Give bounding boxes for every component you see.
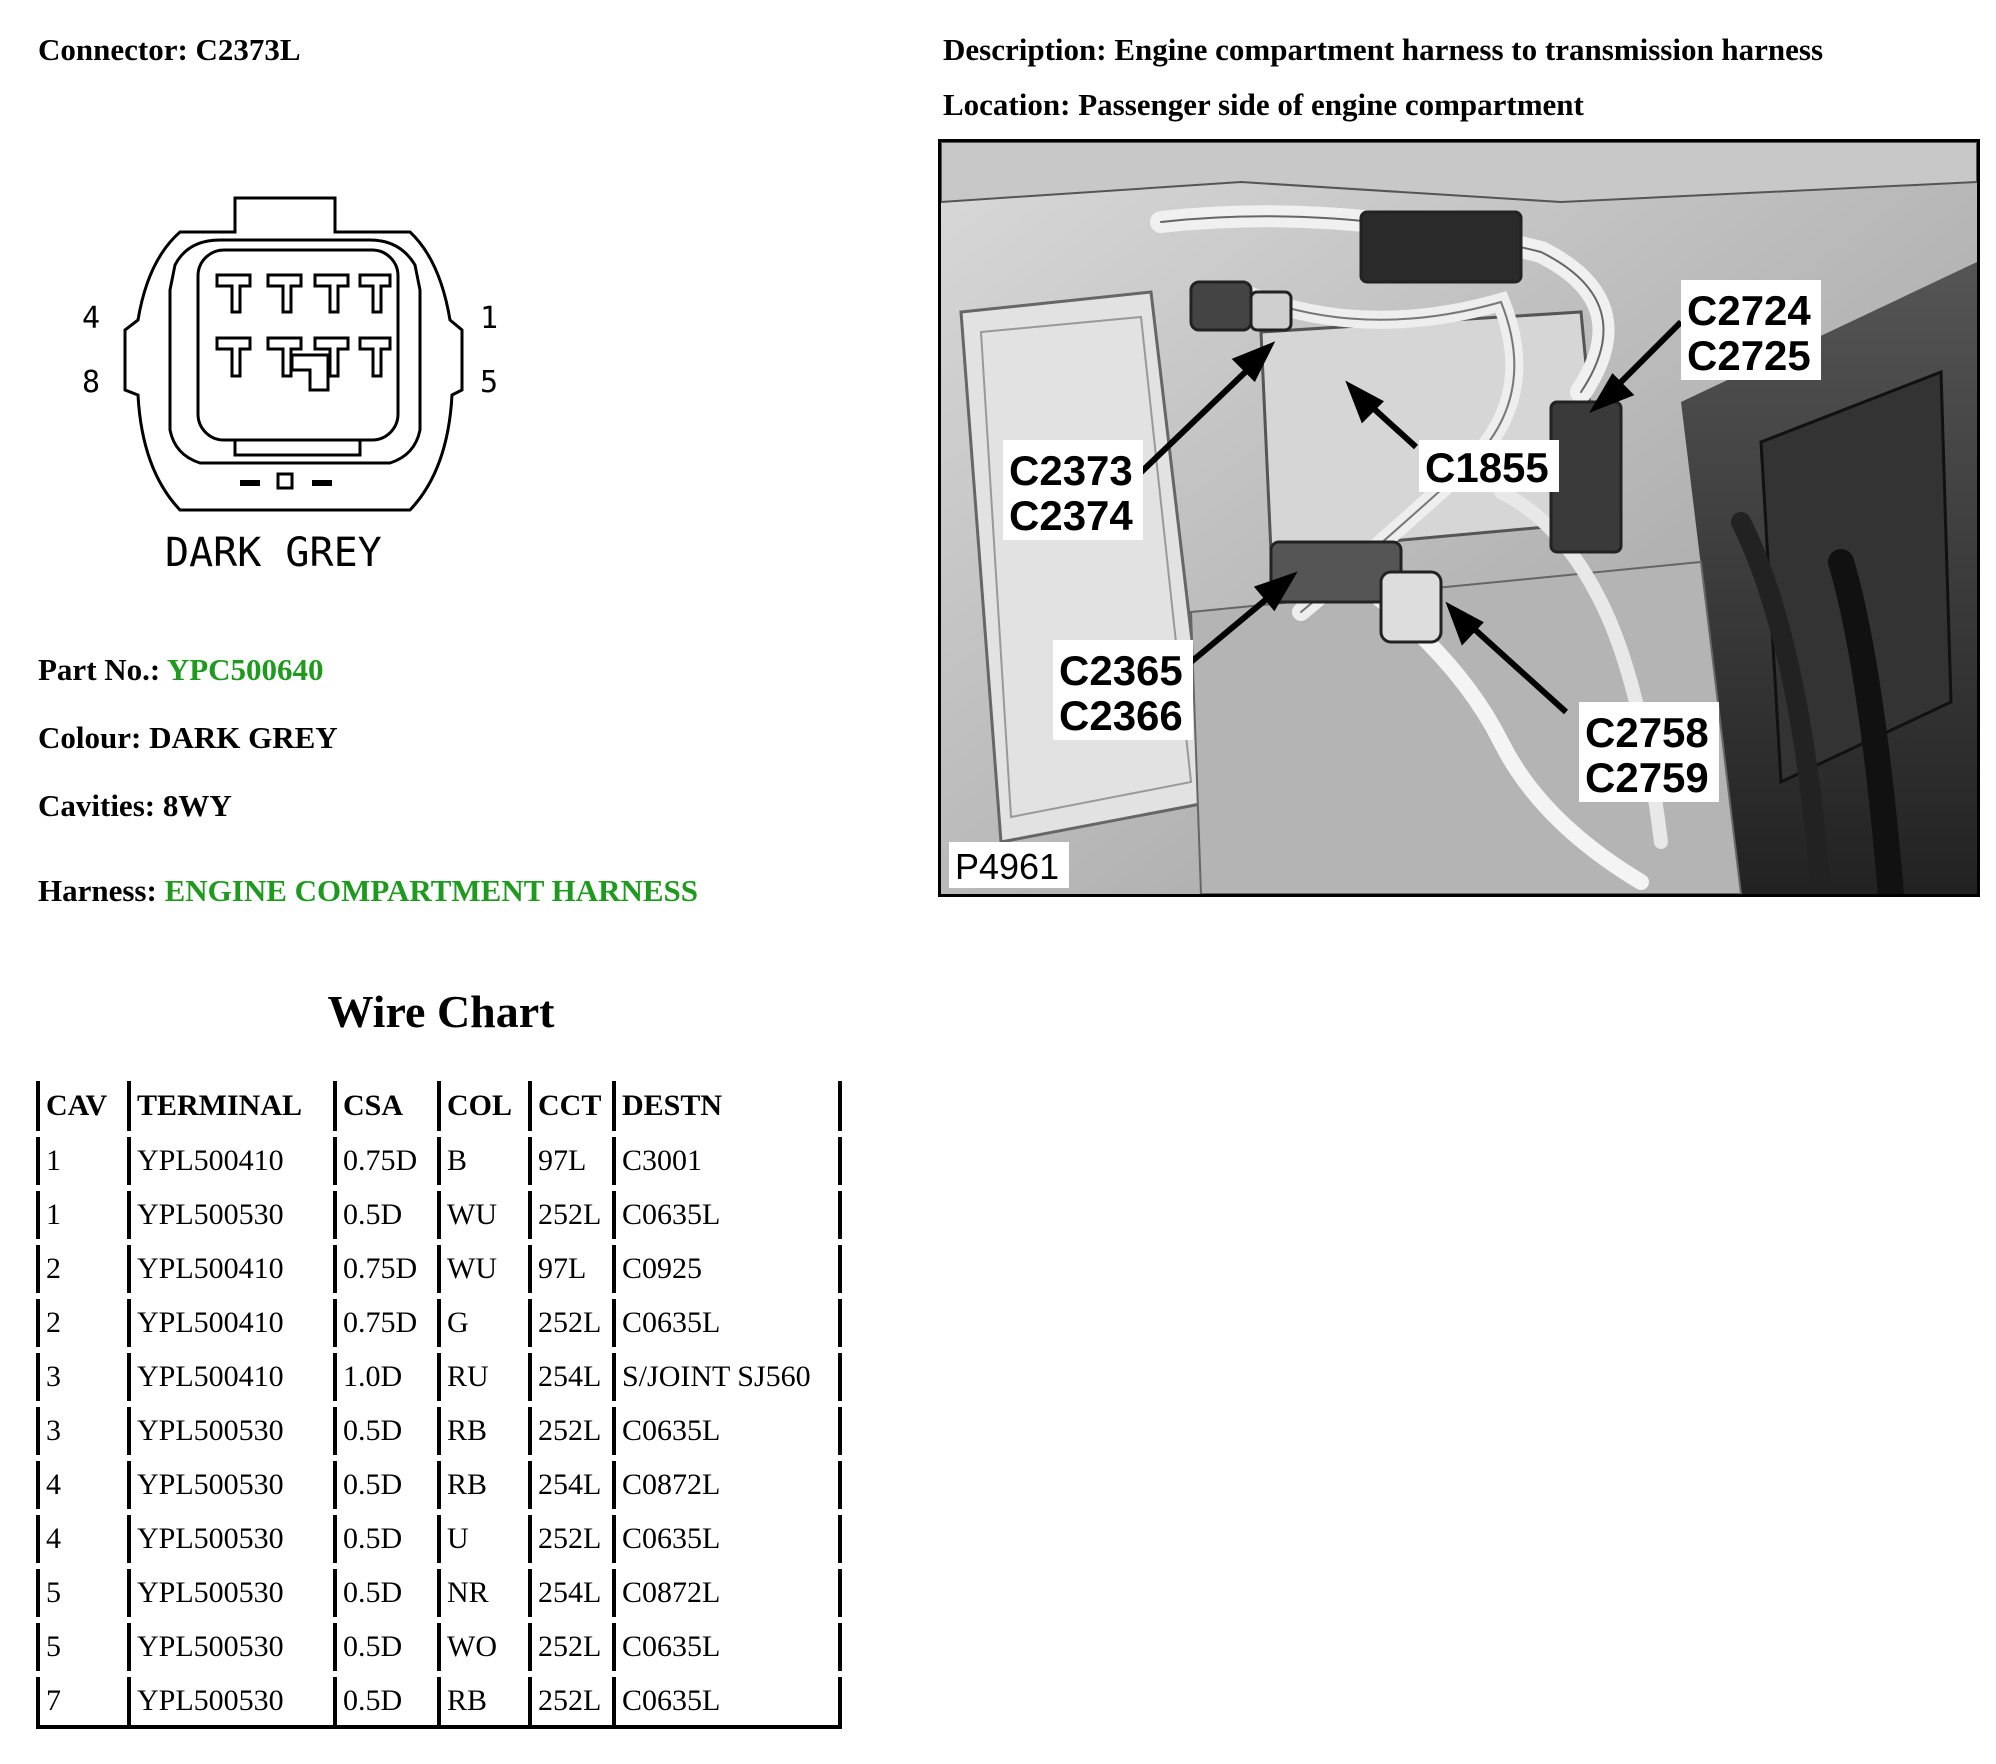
cavities-field [38, 788, 232, 824]
cell-terminal: YPL500530 [129, 1674, 335, 1727]
cell-col: RB [439, 1458, 530, 1512]
cell-csa: 0.75D [335, 1134, 439, 1188]
table-row [38, 1566, 840, 1620]
part-no-label: Part No.: [38, 652, 161, 687]
cell-cct: 97L [530, 1134, 614, 1188]
cell-destn: C0925 [614, 1242, 840, 1296]
cell-col: B [439, 1134, 530, 1188]
cell-csa: 0.5D [335, 1458, 439, 1512]
cell-col: G [439, 1296, 530, 1350]
cell-cav: 5 [38, 1566, 129, 1620]
header-csa: CSA [335, 1078, 439, 1134]
cell-csa: 0.75D [335, 1242, 439, 1296]
cell-cav: 3 [38, 1404, 129, 1458]
diagram-colour-label: DARK GREY [165, 530, 382, 576]
cell-destn: C0872L [614, 1458, 840, 1512]
cell-terminal: YPL500530 [129, 1188, 335, 1242]
cell-col: U [439, 1512, 530, 1566]
cell-cav: 1 [38, 1188, 129, 1242]
pin-label-5: 5 [480, 365, 499, 400]
harness-field [38, 873, 698, 909]
part-no-field [38, 652, 324, 688]
cell-terminal: YPL500410 [129, 1350, 335, 1404]
cell-cav: 2 [38, 1242, 129, 1296]
table-row [38, 1404, 840, 1458]
table-row [38, 1350, 840, 1404]
cell-cct: 97L [530, 1242, 614, 1296]
callout-c2758: C2758 [1585, 709, 1709, 756]
table-row [38, 1188, 840, 1242]
cell-col: WU [439, 1188, 530, 1242]
cell-cav: 2 [38, 1296, 129, 1350]
cell-csa: 0.5D [335, 1674, 439, 1727]
cell-terminal: YPL500410 [129, 1134, 335, 1188]
cell-csa: 0.5D [335, 1512, 439, 1566]
callout-c1855: C1855 [1425, 444, 1549, 491]
cell-cav: 3 [38, 1350, 129, 1404]
connector-face-diagram [70, 180, 530, 590]
cell-col: NR [439, 1566, 530, 1620]
cell-terminal: YPL500530 [129, 1404, 335, 1458]
photo-illustration [941, 142, 1977, 894]
part-no-value: YPC500640 [166, 652, 324, 687]
callout-c2373: C2373 [1009, 447, 1133, 494]
table-row [38, 1674, 840, 1727]
pin-label-8: 8 [82, 365, 101, 400]
connector-field [38, 32, 301, 68]
wire-chart-title: Wire Chart [327, 986, 555, 1037]
cell-cct: 252L [530, 1620, 614, 1674]
cell-col: RU [439, 1350, 530, 1404]
description-value: Engine compartment harness to transmission harness [1114, 32, 1824, 67]
location-label: Location: [943, 87, 1071, 122]
cell-terminal: YPL500530 [129, 1566, 335, 1620]
description-field [943, 32, 1823, 68]
engine-compartment-photo [938, 139, 1980, 897]
cell-destn: C0635L [614, 1404, 840, 1458]
cell-cct: 252L [530, 1296, 614, 1350]
cell-csa: 0.5D [335, 1620, 439, 1674]
colour-label: Colour: [38, 720, 142, 755]
colour-value: DARK GREY [149, 720, 338, 755]
callout-c2759: C2759 [1585, 754, 1709, 801]
cell-terminal: YPL500410 [129, 1296, 335, 1350]
header-col: COL [439, 1078, 530, 1134]
cell-cav: 4 [38, 1458, 129, 1512]
harness-label: Harness: [38, 873, 157, 908]
wire-chart-table [36, 1075, 842, 1729]
connector-value: C2373L [195, 32, 301, 67]
cell-cct: 252L [530, 1404, 614, 1458]
table-row [38, 1242, 840, 1296]
callout-c2724: C2724 [1687, 287, 1811, 334]
cell-cav: 7 [38, 1674, 129, 1727]
header-terminal: TERMINAL [129, 1078, 335, 1134]
cell-destn: C0635L [614, 1674, 840, 1727]
cell-destn: C0635L [614, 1512, 840, 1566]
cell-cav: 4 [38, 1512, 129, 1566]
harness-value: ENGINE COMPARTMENT HARNESS [164, 873, 699, 908]
location-value: Passenger side of engine compartment [1078, 87, 1584, 122]
cell-csa: 0.5D [335, 1404, 439, 1458]
connector-label: Connector: [38, 32, 188, 67]
photo-id-label: P4961 [955, 846, 1060, 887]
table-row [38, 1134, 840, 1188]
cell-csa: 0.5D [335, 1188, 439, 1242]
cell-destn: C0635L [614, 1620, 840, 1674]
cell-csa: 0.75D [335, 1296, 439, 1350]
cell-destn: C3001 [614, 1134, 840, 1188]
cell-terminal: YPL500530 [129, 1458, 335, 1512]
cell-cct: 252L [530, 1674, 614, 1727]
cell-csa: 0.5D [335, 1566, 439, 1620]
header-cav: CAV [38, 1078, 129, 1134]
location-field [943, 87, 1584, 123]
cell-destn: C0635L [614, 1188, 840, 1242]
header-cct: CCT [530, 1078, 614, 1134]
cell-col: WU [439, 1242, 530, 1296]
cavities-value: 8WY [162, 788, 232, 823]
wire-chart-body [38, 1134, 840, 1727]
table-row [38, 1620, 840, 1674]
table-row [38, 1296, 840, 1350]
cell-destn: C0872L [614, 1566, 840, 1620]
cell-csa: 1.0D [335, 1350, 439, 1404]
colour-field [38, 720, 338, 756]
pin-label-1: 1 [480, 301, 499, 336]
cell-destn: S/JOINT SJ560 [614, 1350, 840, 1404]
table-row [38, 1458, 840, 1512]
cell-col: RB [439, 1404, 530, 1458]
pin-label-4: 4 [82, 301, 101, 336]
cell-cct: 254L [530, 1458, 614, 1512]
description-label: Description: [943, 32, 1107, 67]
cell-cct: 252L [530, 1512, 614, 1566]
cell-cct: 252L [530, 1188, 614, 1242]
cell-cct: 254L [530, 1350, 614, 1404]
callout-c2374: C2374 [1009, 492, 1133, 539]
cell-cav: 5 [38, 1620, 129, 1674]
cell-destn: C0635L [614, 1296, 840, 1350]
callout-c2725: C2725 [1687, 332, 1811, 379]
table-header-row [38, 1078, 840, 1134]
callout-c2365: C2365 [1059, 647, 1183, 694]
table-row [38, 1512, 840, 1566]
cell-col: RB [439, 1674, 530, 1727]
callout-c2366: C2366 [1059, 692, 1183, 739]
cavities-label: Cavities: [38, 788, 156, 823]
cell-terminal: YPL500410 [129, 1242, 335, 1296]
cell-cav: 1 [38, 1134, 129, 1188]
cell-cct: 254L [530, 1566, 614, 1620]
cell-col: WO [439, 1620, 530, 1674]
cell-terminal: YPL500530 [129, 1512, 335, 1566]
header-destn: DESTN [614, 1078, 840, 1134]
cell-terminal: YPL500530 [129, 1620, 335, 1674]
